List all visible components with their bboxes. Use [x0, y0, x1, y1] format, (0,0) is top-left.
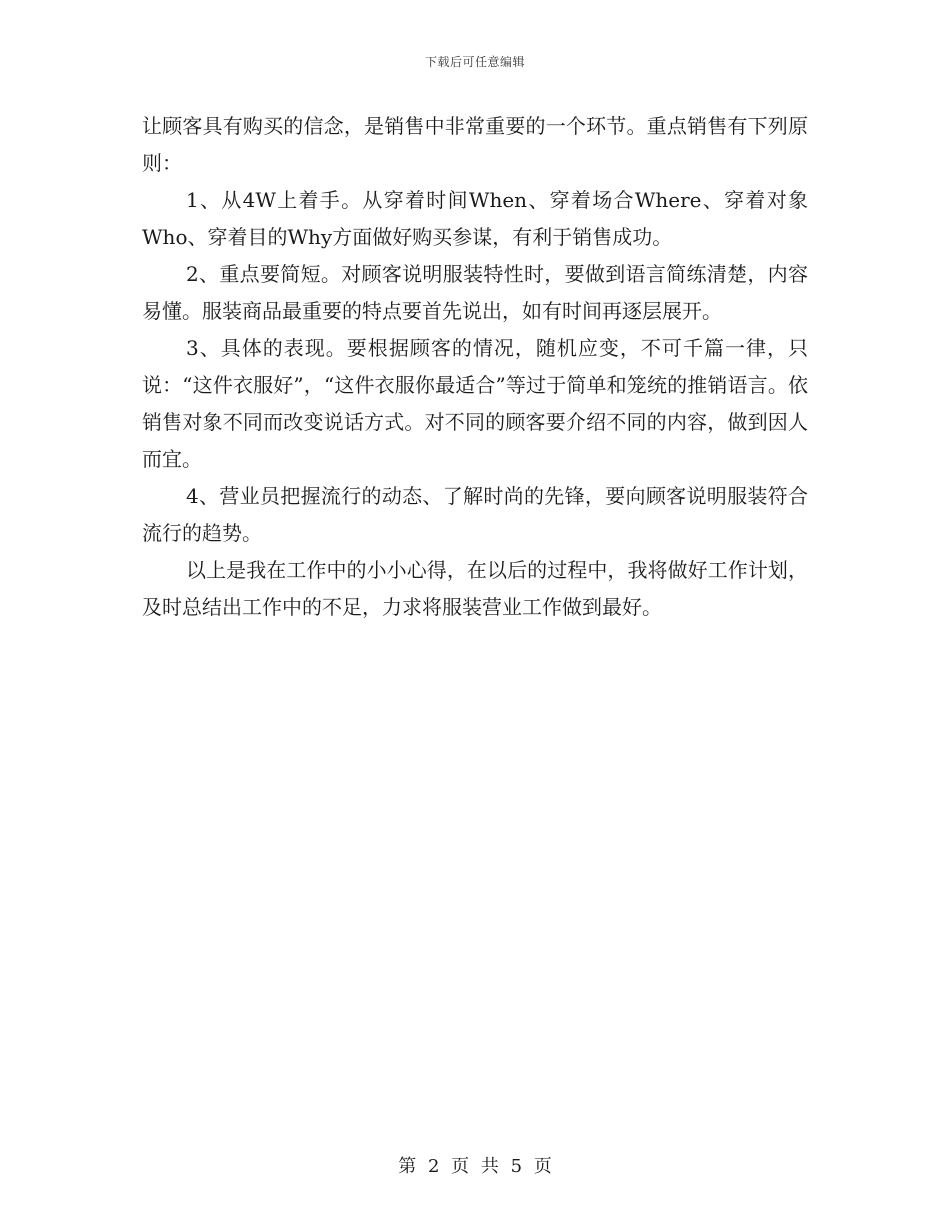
body-paragraph: 3、具体的表现。要根据顾客的情况，随机应变，不可千篇一律，只说：“这件衣服好”，“这件衣服你最适合”等过于简单和笼统的推销语言。依销售对象不同而改变说话方式。对不同的顾客要介绍不同的内容，做到因人而宜。: [142, 336, 808, 471]
body-paragraph: 让顾客具有购买的信念，是销售中非常重要的一个环节。重点销售有下列原则：: [142, 114, 808, 175]
body-paragraph: 1、从4W上着手。从穿着时间When、穿着场合Where、穿着对象Who、穿着目的Why方面做好购买参谋，有利于销售成功。: [142, 188, 808, 249]
document-body: [142, 108, 808, 626]
page-header: 下载后可任意编辑: [424, 55, 525, 69]
body-paragraph: 4、营业员把握流行的动态、了解时尚的先锋，要向顾客说明服装符合流行的趋势。: [142, 484, 808, 545]
body-paragraph: 2、重点要简短。对顾客说明服装特性时，要做到语言简练清楚，内容易懂。服装商品最重要的特点要首先说出，如有时间再逐层展开。: [142, 262, 808, 323]
body-paragraph: 以上是我在工作中的小小心得，在以后的过程中，我将做好工作计划，及时总结出工作中的不足，力求将服装营业工作做到最好。: [142, 558, 808, 619]
page-number-footer: 第 2 页 共 5 页: [398, 1156, 552, 1177]
